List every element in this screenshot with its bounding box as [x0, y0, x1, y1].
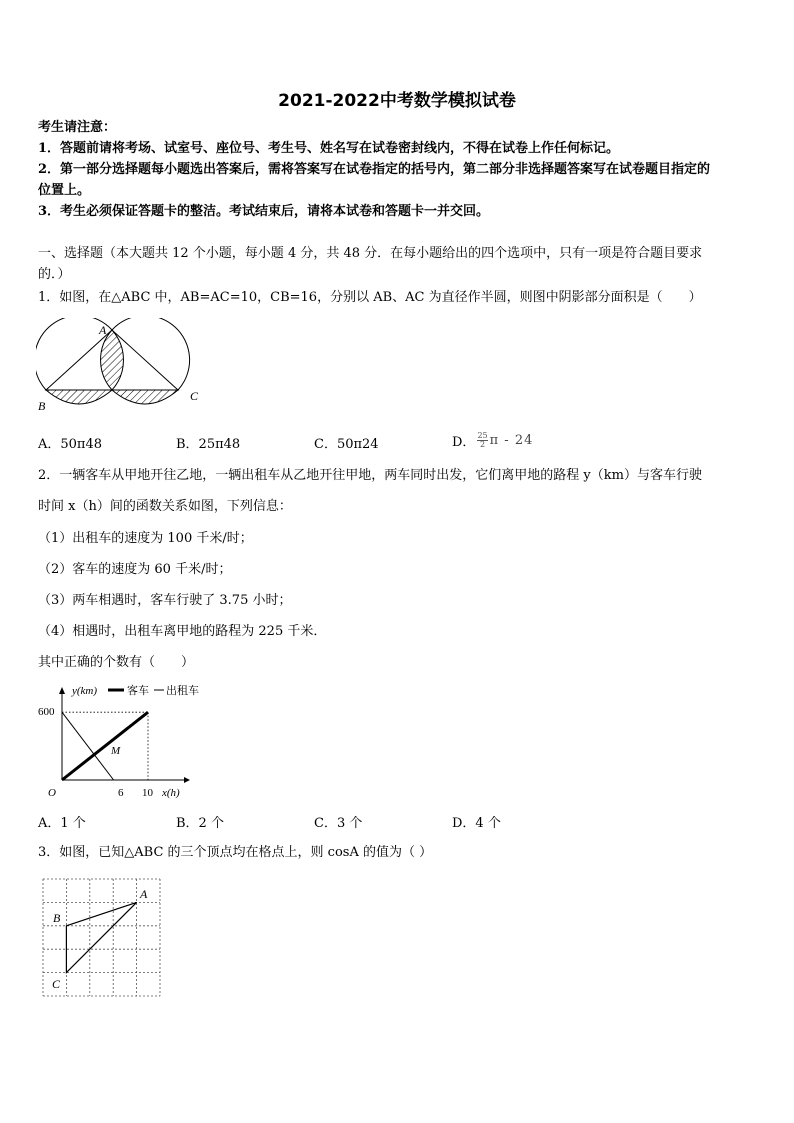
shaded-lens-upper — [101, 330, 124, 390]
y-axis-arrow — [59, 687, 65, 694]
fraction-numerator: 25 — [477, 431, 488, 440]
q1-option-d-prefix: D． — [452, 435, 476, 450]
y-tick-600: 600 — [38, 706, 55, 718]
q3-grid-figure — [30, 870, 170, 1002]
label-b: B — [53, 911, 61, 925]
notice-item-2-cont: 位置上。 — [38, 183, 91, 198]
series-bus-line — [62, 712, 148, 780]
q1-option-a[interactable]: A．50π48 — [38, 437, 103, 452]
triangle-abc — [66, 902, 136, 972]
origin-label: O — [48, 787, 56, 799]
notice-item-2: 2．第一部分选择题每小题选出答案后，需将答案写在试卷指定的括号内，第二部分非选择题答案写在试卷题目指定的 — [38, 162, 711, 177]
q2-option-b[interactable]: B．2 个 — [176, 816, 224, 831]
label-c: C — [190, 389, 199, 403]
y-axis-label: y(km) — [72, 685, 98, 697]
x-tick-10: 10 — [142, 787, 153, 799]
q2-question: 其中正确的个数有（ ） — [38, 655, 195, 670]
q2-fact-4: （4）相遇时，出租车离甲地的路程为 225 千米． — [38, 624, 327, 639]
label-a: A — [99, 323, 107, 337]
notice-item-1: 1．答题前请将考场、试室号、座位号、考生号、姓名写在试卷密封线内，不得在试卷上作任何标记。 — [38, 141, 620, 156]
section-heading-line1: 一、选择题（本大题共 12 个小题，每小题 4 分，共 48 分．在每小题给出的四个选项中，只有一项是符合题目要求 — [38, 246, 703, 261]
legend-taxi: 出租车 — [166, 685, 199, 697]
chart-series — [62, 712, 148, 780]
q1-option-b[interactable]: B．25π48 — [176, 437, 241, 452]
shaded-lens-right — [112, 390, 178, 404]
q1-option-d-suffix: π - 24 — [489, 433, 534, 448]
q2-fact-2: （2）客车的速度为 60 千米/时； — [38, 562, 232, 577]
q1-stem: 1．如图，在△ABC 中，AB=AC=10，CB=16，分别以 AB、AC 为直径作半圆，则图中阴影部分面积是（ ） — [38, 290, 702, 305]
notice-item-3: 3．考生必须保证答题卡的整洁。考试结束后，请将本试卷和答题卡一并交回。 — [38, 204, 490, 219]
q2-chart — [36, 680, 226, 804]
q1-option-d[interactable] — [452, 431, 533, 450]
q2-stem-line2: 时间 x（h）间的函数关系如图，下列信息： — [38, 499, 292, 514]
notice-heading: 考生请注意： — [38, 120, 117, 135]
intersection-label: M — [111, 745, 121, 757]
fraction-denominator: 2 — [479, 440, 486, 449]
q1-option-c[interactable]: C．50π24 — [314, 437, 379, 452]
shaded-lens-left — [46, 390, 112, 404]
semicircle-ac — [112, 318, 190, 390]
q2-fact-3: （3）两车相遇时，客车行驶了 3.75 小时； — [38, 593, 292, 608]
q2-stem-line1: 2．一辆客车从甲地开往乙地，一辆出租车从乙地开往甲地，两车同时出发，它们离甲地的路程 y（km）与客车行驶 — [38, 468, 702, 483]
x-axis-arrow — [184, 777, 190, 783]
q3-stem: 3．如图，已知△ABC 的三个顶点均在格点上，则 cosA 的值为（ ） — [38, 845, 433, 860]
label-a: A — [140, 887, 148, 901]
q2-fact-1: （1）出租车的速度为 100 千米/时； — [38, 531, 253, 546]
q1-option-d-fraction — [477, 432, 487, 449]
q2-option-c[interactable]: C．3 个 — [314, 816, 363, 831]
q2-option-a[interactable]: A．1 个 — [38, 816, 86, 831]
page-title: 2021-2022中考数学模拟试卷 — [278, 91, 516, 111]
section-heading-line2: 的．） — [38, 267, 71, 282]
x-tick-6: 6 — [118, 787, 124, 799]
label-b: B — [38, 399, 46, 413]
q2-option-d[interactable]: D．4 个 — [452, 816, 501, 831]
x-axis-label: x(h) — [162, 787, 180, 799]
legend-bus: 客车 — [127, 685, 149, 697]
label-c: C — [52, 977, 61, 991]
q1-figure — [36, 318, 206, 418]
